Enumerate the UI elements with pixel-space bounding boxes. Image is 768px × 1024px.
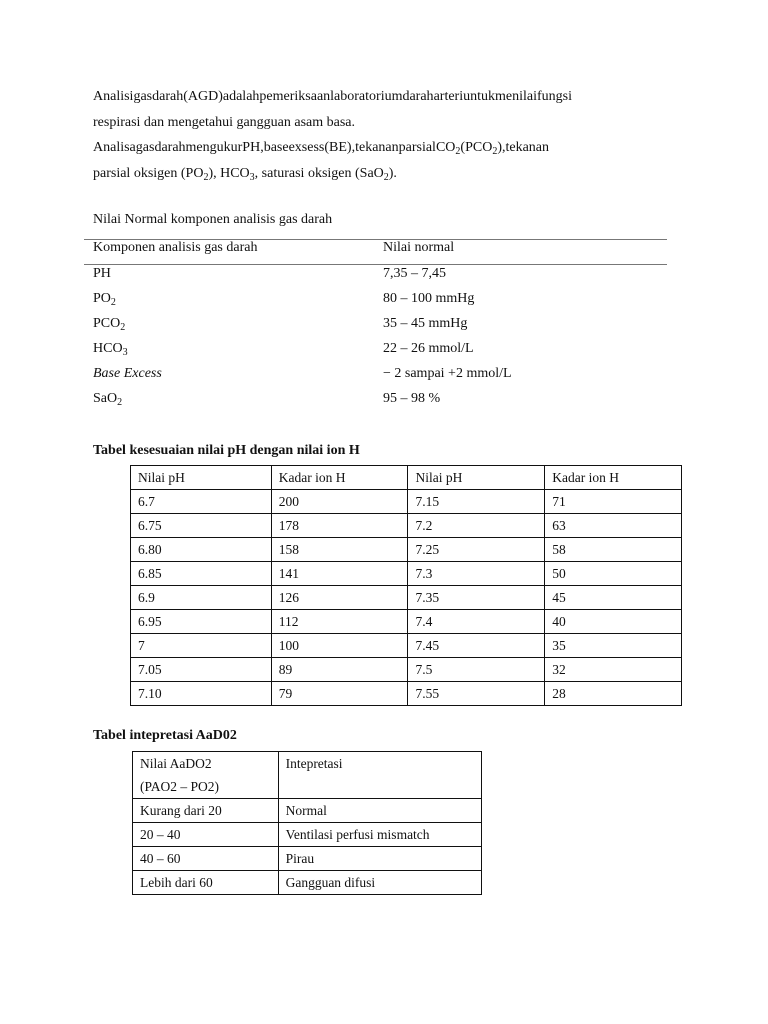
normal-row-component bbox=[93, 341, 128, 357]
intro-word: untuk bbox=[463, 89, 495, 104]
intro-line-4 bbox=[93, 161, 674, 187]
normal-row-value: 80 – 100 mmHg bbox=[383, 291, 475, 306]
aado2-table bbox=[132, 751, 482, 895]
normal-table-row bbox=[93, 391, 673, 416]
intro-line-2: respirasi dan mengetahui gangguan asam basa. bbox=[93, 114, 356, 130]
intro-word: parsial bbox=[398, 140, 436, 155]
ph-table-cell: 7.45 bbox=[408, 634, 545, 658]
ph-table-cell: 7 bbox=[131, 634, 272, 658]
normal-row-subscript: 2 bbox=[117, 397, 123, 408]
ph-table-cell: 6.85 bbox=[131, 562, 272, 586]
ph-table-cell: 178 bbox=[271, 514, 408, 538]
ph-table-cell: 158 bbox=[271, 538, 408, 562]
normal-row-component-name: Base Excess bbox=[93, 366, 162, 381]
intro-formula bbox=[436, 140, 460, 155]
normal-table-row bbox=[93, 266, 673, 291]
ph-table-cell: 112 bbox=[271, 610, 408, 634]
aado2-table-cell: 40 – 60 bbox=[133, 847, 279, 871]
normal-row-value: 95 – 98 % bbox=[383, 391, 441, 406]
ph-table-row bbox=[131, 562, 682, 586]
intro-word: (BE), bbox=[324, 140, 356, 155]
ph-table-row bbox=[131, 610, 682, 634]
normal-row-subscript: 2 bbox=[120, 322, 126, 333]
normal-row-component-name: PH bbox=[93, 266, 111, 281]
aado2-table-header-row bbox=[133, 752, 482, 799]
intro-word: base bbox=[263, 140, 289, 155]
ph-table-cell: 6.9 bbox=[131, 586, 272, 610]
normal-row-component-name: HCO bbox=[93, 341, 123, 356]
ph-table-cell: 28 bbox=[545, 682, 682, 706]
normal-row-subscript: 3 bbox=[122, 347, 128, 358]
intro-formula bbox=[460, 140, 505, 155]
ph-table-row bbox=[131, 682, 682, 706]
aado2-table-cell: Kurang dari 20 bbox=[133, 799, 279, 823]
aado2-table-cell: Lebih dari 60 bbox=[133, 871, 279, 895]
intro-word: (AGD) bbox=[183, 89, 223, 104]
ph-table-cell: 89 bbox=[271, 658, 408, 682]
ph-table-cell: 58 bbox=[545, 538, 682, 562]
ph-table-cell: 100 bbox=[271, 634, 408, 658]
intro-word: pemeriksaan bbox=[259, 89, 331, 104]
intro-subscript: 2 bbox=[383, 171, 389, 183]
intro-word: darah bbox=[402, 89, 434, 104]
aado2-header-value-cell bbox=[133, 752, 279, 799]
ph-table-cell: 50 bbox=[545, 562, 682, 586]
aado2-header-line: Nilai AaDO2 bbox=[140, 756, 212, 771]
normal-row-component bbox=[93, 316, 125, 332]
aado2-table-cell: 20 – 40 bbox=[133, 823, 279, 847]
ph-table-cell: 7.10 bbox=[131, 682, 272, 706]
ph-table-title: Tabel kesesuaian nilai pH dengan nilai ion H bbox=[93, 443, 360, 458]
ph-table-header-cell: Nilai pH bbox=[408, 466, 545, 490]
ph-table-cell: 6.95 bbox=[131, 610, 272, 634]
ph-table-header-cell: Nilai pH bbox=[131, 466, 272, 490]
ph-table-cell: 126 bbox=[271, 586, 408, 610]
intro-word: laboratorium bbox=[330, 89, 403, 104]
ph-table-row bbox=[131, 658, 682, 682]
normal-table-header-rule bbox=[84, 264, 667, 265]
normal-table-caption: Nilai Normal komponen analisis gas darah bbox=[93, 212, 333, 227]
intro-text: parsial oksigen (PO bbox=[93, 165, 204, 181]
normal-row-component bbox=[93, 391, 122, 407]
ph-table-header-row bbox=[131, 466, 682, 490]
ph-table-cell: 200 bbox=[271, 490, 408, 514]
aado2-table-title: Tabel intepretasi AaD02 bbox=[93, 728, 237, 743]
intro-subscript: 2 bbox=[492, 146, 498, 157]
intro-word: exsess bbox=[288, 140, 325, 155]
intro-word: menilai bbox=[494, 89, 537, 104]
normal-table-row bbox=[93, 366, 673, 391]
ph-table-cell: 7.2 bbox=[408, 514, 545, 538]
intro-subscript: 3 bbox=[249, 171, 255, 183]
intro-text: ), HCO bbox=[208, 165, 250, 181]
intro-text: , saturasi oksigen (SaO bbox=[254, 165, 384, 181]
normal-table-row bbox=[93, 341, 673, 366]
ph-table-cell: 7.4 bbox=[408, 610, 545, 634]
intro-word: gas bbox=[133, 89, 153, 104]
ph-table-cell: 79 bbox=[271, 682, 408, 706]
ph-table-cell: 7.25 bbox=[408, 538, 545, 562]
intro-line-3 bbox=[93, 135, 674, 161]
normal-table-header bbox=[93, 240, 673, 265]
ph-table-cell: 40 bbox=[545, 610, 682, 634]
ph-table-cell: 71 bbox=[545, 490, 682, 514]
normal-row-value: 7,35 – 7,45 bbox=[383, 266, 446, 281]
normal-row-component bbox=[93, 291, 116, 307]
normal-row-value: − 2 sampai +2 mmol/L bbox=[383, 366, 512, 381]
normal-table-header-value: Nilai normal bbox=[383, 240, 455, 255]
normal-row-component-name: PO bbox=[93, 291, 111, 306]
ph-table-row bbox=[131, 538, 682, 562]
intro-word: fungsi bbox=[536, 89, 572, 104]
normal-row-component bbox=[93, 366, 162, 382]
intro-word: gas bbox=[135, 140, 155, 155]
ph-table-cell: 7.35 bbox=[408, 586, 545, 610]
intro-paragraph bbox=[93, 84, 674, 186]
intro-line-1 bbox=[93, 84, 674, 110]
intro-subscript: 2 bbox=[455, 146, 461, 157]
ph-table-cell: 7.15 bbox=[408, 490, 545, 514]
intro-word: Analisa bbox=[93, 140, 136, 155]
normal-row-component bbox=[93, 266, 111, 282]
ph-table-row bbox=[131, 514, 682, 538]
intro-word: tekanan bbox=[505, 140, 550, 155]
aado2-table-cell: Ventilasi perfusi mismatch bbox=[278, 823, 481, 847]
aado2-table-row bbox=[133, 823, 482, 847]
ph-table-cell: 7.55 bbox=[408, 682, 545, 706]
ph-table bbox=[130, 465, 682, 706]
ph-table-cell: 63 bbox=[545, 514, 682, 538]
ph-table-header-cell: Kadar ion H bbox=[271, 466, 408, 490]
normal-table-header-component: Komponen analisis gas darah bbox=[93, 240, 258, 255]
normal-table-row bbox=[93, 291, 673, 316]
ph-table-row bbox=[131, 490, 682, 514]
intro-text: ). bbox=[388, 165, 397, 181]
aado2-header-interpretation-cell: Intepretasi bbox=[278, 752, 481, 799]
normal-row-component-name: SaO bbox=[93, 391, 118, 406]
normal-row-value: 22 – 26 mmol/L bbox=[383, 341, 474, 356]
ph-table-cell: 35 bbox=[545, 634, 682, 658]
intro-word: adalah bbox=[222, 89, 260, 104]
ph-table-row bbox=[131, 634, 682, 658]
intro-word: PH, bbox=[242, 140, 264, 155]
intro-word: (PCO bbox=[460, 140, 493, 155]
aado2-table-row bbox=[133, 847, 482, 871]
intro-subscript: 2 bbox=[203, 171, 209, 183]
ph-table-cell: 6.7 bbox=[131, 490, 272, 514]
aado2-table-row bbox=[133, 799, 482, 823]
normal-row-value: 35 – 45 mmHg bbox=[383, 316, 468, 331]
intro-word: darah bbox=[152, 89, 184, 104]
intro-word: CO bbox=[435, 140, 456, 155]
normal-row-subscript: 2 bbox=[110, 297, 116, 308]
ph-table-header-cell: Kadar ion H bbox=[545, 466, 682, 490]
intro-word: mengukur bbox=[185, 140, 243, 155]
aado2-table-cell: Gangguan difusi bbox=[278, 871, 481, 895]
aado2-table-cell: Pirau bbox=[278, 847, 481, 871]
intro-word: arteri bbox=[433, 89, 464, 104]
ph-table-cell: 45 bbox=[545, 586, 682, 610]
ph-table-cell: 7.3 bbox=[408, 562, 545, 586]
intro-word: darah bbox=[154, 140, 186, 155]
intro-word: Analisi bbox=[93, 89, 134, 104]
ph-table-cell: 7.05 bbox=[131, 658, 272, 682]
ph-table-row bbox=[131, 586, 682, 610]
ph-table-cell: 7.5 bbox=[408, 658, 545, 682]
ph-table-cell: 6.80 bbox=[131, 538, 272, 562]
aado2-header-line: (PAO2 – PO2) bbox=[140, 779, 220, 794]
aado2-table-row bbox=[133, 871, 482, 895]
intro-word: ), bbox=[497, 140, 506, 155]
ph-table-cell: 6.75 bbox=[131, 514, 272, 538]
aado2-table-cell: Normal bbox=[278, 799, 481, 823]
ph-table-cell: 32 bbox=[545, 658, 682, 682]
normal-row-component-name: PCO bbox=[93, 316, 121, 331]
normal-table-row bbox=[93, 316, 673, 341]
intro-word: tekanan bbox=[355, 140, 399, 155]
ph-table-cell: 141 bbox=[271, 562, 408, 586]
